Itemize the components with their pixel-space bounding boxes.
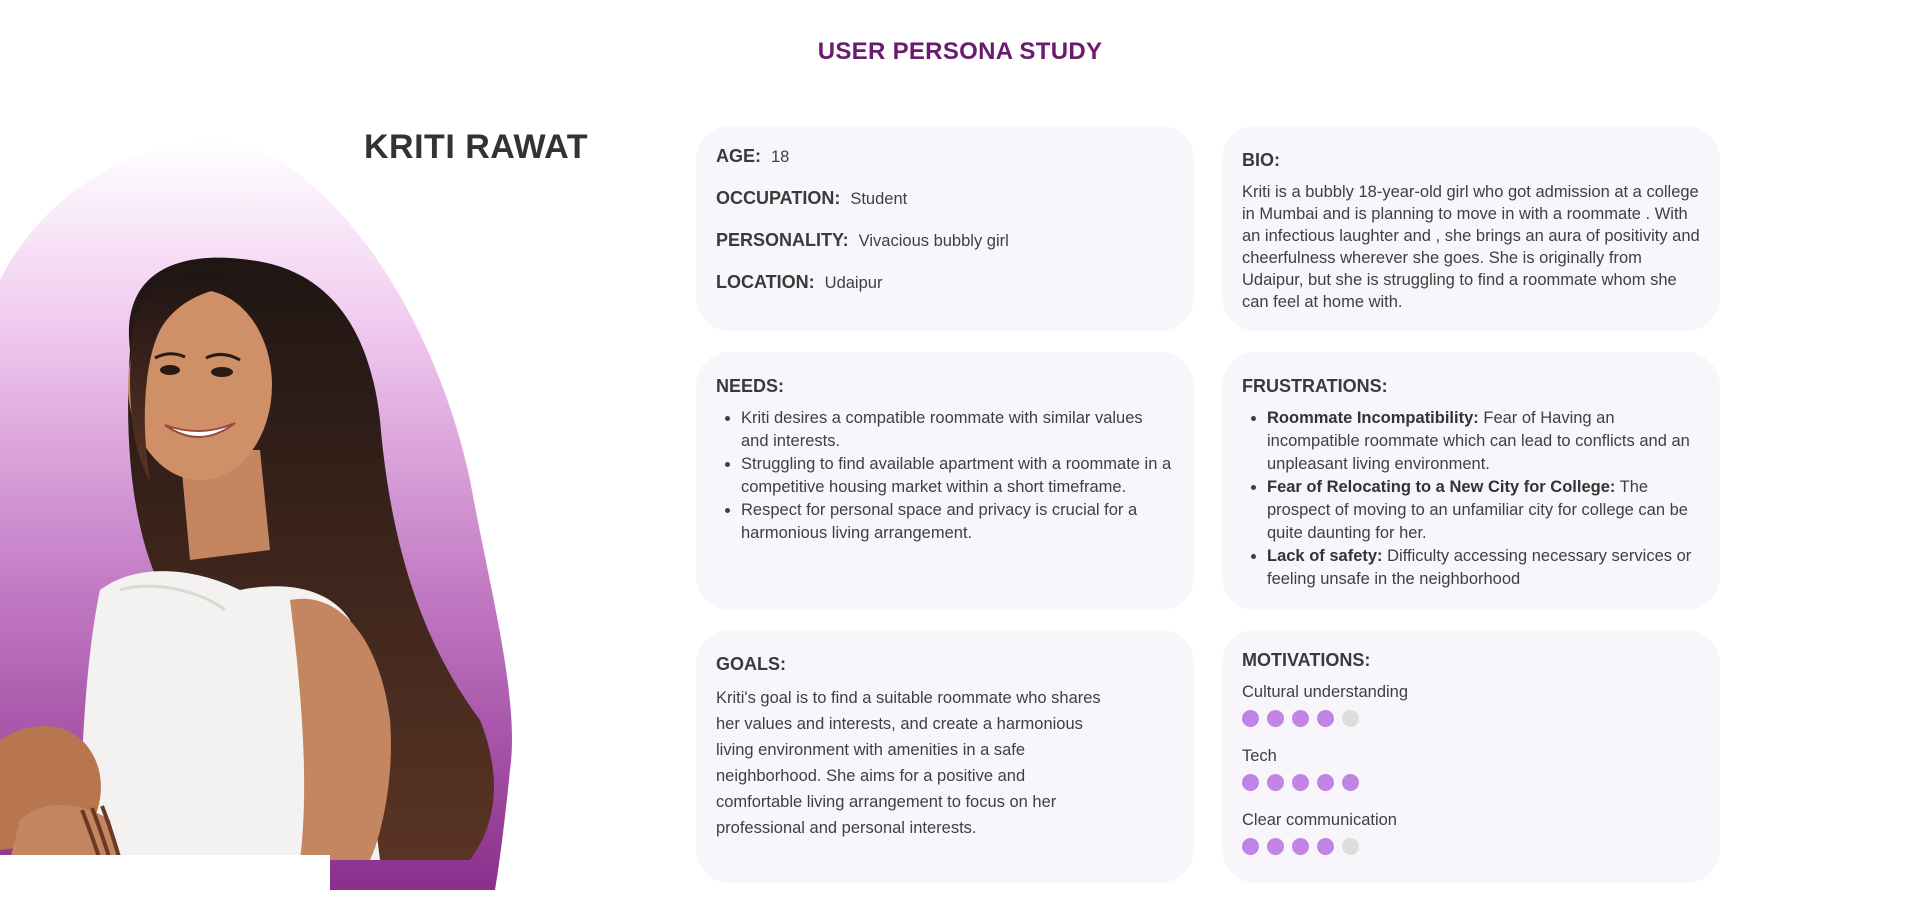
occupation-label: OCCUPATION: xyxy=(716,188,841,208)
persona-photo xyxy=(0,120,540,890)
rating-dot-filled xyxy=(1292,710,1309,727)
rating-dot-filled xyxy=(1267,774,1284,791)
occupation-row xyxy=(716,188,1174,209)
motivation-item xyxy=(1242,811,1700,855)
rating-dot-filled xyxy=(1267,838,1284,855)
frustration-text: Difficulty accessing necessary services or feeling unsafe in the neighborhood xyxy=(1267,547,1692,588)
age-row xyxy=(716,146,1174,167)
rating-dot-filled xyxy=(1242,838,1259,855)
occupation-value: Student xyxy=(850,190,908,208)
rating-dot-filled xyxy=(1242,710,1259,727)
rating-dots xyxy=(1242,838,1700,855)
page-title: USER PERSONA STUDY xyxy=(817,38,1103,65)
needs-item: • Struggling to find available apartment with a roommate in a competitive housing market within a short timeframe. xyxy=(741,453,1174,499)
bio-text: Kriti is a bubbly 18-year-old girl who got admission at a college in Mumbai and is planning to move in with a roommate . With an infectious laughter and , she brings an aura of positivity and cheerfulness wherever she goes. She is originally from Udaipur, but she is struggling to find a roommate whom she can feel at home with. xyxy=(1242,183,1700,311)
frustration-text: Fear of Having an incompatible roommate which can lead to conflicts and an unpleasant living environment. xyxy=(1267,409,1690,473)
needs-list xyxy=(716,407,1174,545)
rating-dot-empty xyxy=(1342,710,1359,727)
personality-value: Vivacious bubbly girl xyxy=(858,232,1009,250)
rating-dots xyxy=(1242,710,1700,727)
age-label: AGE: xyxy=(716,146,761,166)
motivation-label: Clear communication xyxy=(1242,811,1397,829)
frustrations-heading: FRUSTRATIONS: xyxy=(1242,376,1388,396)
goals-card xyxy=(696,630,1194,883)
needs-heading: NEEDS: xyxy=(716,376,785,396)
frustration-title: Roommate Incompatibility: xyxy=(1267,409,1479,427)
motivations-heading: MOTIVATIONS: xyxy=(1242,650,1371,670)
frustration-item xyxy=(1267,545,1700,591)
rating-dot-filled xyxy=(1342,774,1359,791)
personality-label: PERSONALITY: xyxy=(716,230,849,250)
goals-text: Kriti's goal is to find a suitable roommate who shares her values and interests, and create a harmonious living environment with amenities in a safe neighborhood. She aims for a positive and comfortable living arrangement to focus on her professional and personal interests. xyxy=(716,689,1101,837)
motivation-label: Tech xyxy=(1242,747,1277,765)
frustration-item xyxy=(1267,476,1700,545)
frustrations-card xyxy=(1222,352,1720,610)
frustration-title: Lack of safety: xyxy=(1267,547,1383,565)
rating-dot-filled xyxy=(1292,838,1309,855)
bio-heading: BIO: xyxy=(1242,150,1280,170)
rating-dot-filled xyxy=(1317,774,1334,791)
location-label: LOCATION: xyxy=(716,272,815,292)
personality-row xyxy=(716,230,1174,251)
motivation-label: Cultural understanding xyxy=(1242,683,1409,701)
frustrations-list xyxy=(1242,407,1700,591)
needs-card xyxy=(696,352,1194,610)
needs-item: • Respect for personal space and privacy is crucial for a harmonious living arrangement. xyxy=(741,499,1174,545)
rating-dot-filled xyxy=(1267,710,1284,727)
info-card xyxy=(696,126,1194,331)
persona-name: KRITI RAWAT xyxy=(364,128,588,166)
frustration-item xyxy=(1267,407,1700,476)
location-value: Udaipur xyxy=(824,274,883,292)
frustration-text: The prospect of moving to an unfamiliar city for college can be quite daunting for her. xyxy=(1267,478,1688,542)
bio-card xyxy=(1222,126,1720,331)
needs-item: • Kriti desires a compatible roommate with similar values and interests. xyxy=(741,407,1174,453)
age-value: 18 xyxy=(771,148,790,166)
rating-dot-filled xyxy=(1292,774,1309,791)
rating-dot-filled xyxy=(1242,774,1259,791)
rating-dot-filled xyxy=(1317,710,1334,727)
frustration-title: Fear of Relocating to a New City for College: xyxy=(1267,478,1616,496)
motivation-item xyxy=(1242,747,1700,791)
rating-dot-filled xyxy=(1317,838,1334,855)
motivations-card xyxy=(1222,630,1720,883)
rating-dots xyxy=(1242,774,1700,791)
location-row xyxy=(716,272,1174,293)
rating-dot-empty xyxy=(1342,838,1359,855)
motivation-item xyxy=(1242,683,1700,727)
goals-heading: GOALS: xyxy=(716,654,786,674)
